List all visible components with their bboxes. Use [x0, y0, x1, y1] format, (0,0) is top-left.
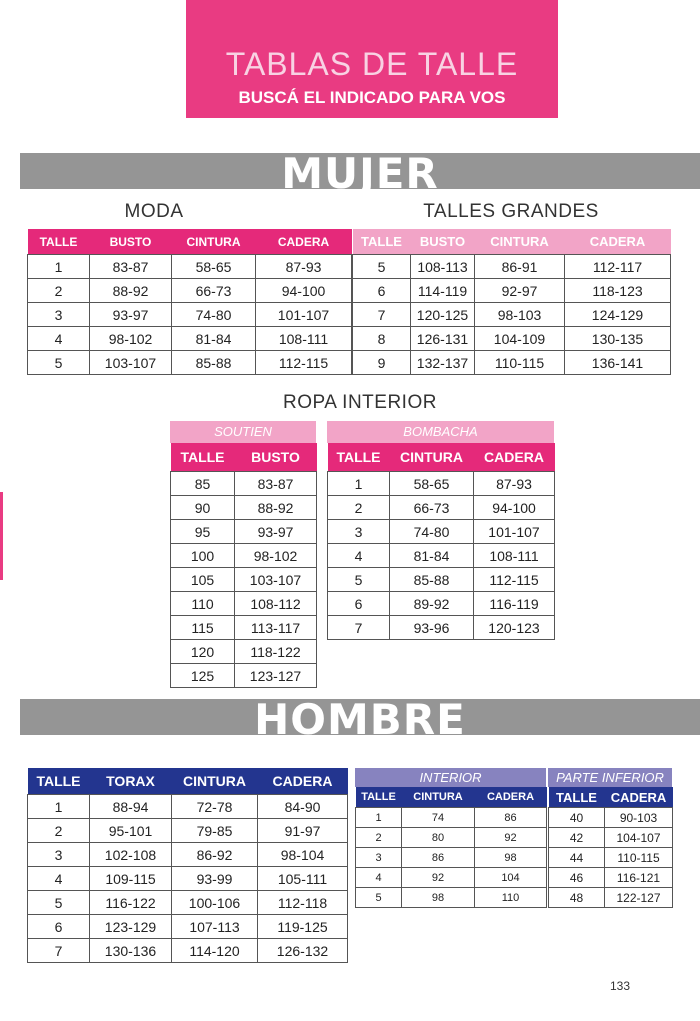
table-header-row — [328, 443, 555, 472]
column-header: TALLE — [356, 787, 402, 808]
table-cell: 101-107 — [256, 303, 352, 327]
table-cell: 92 — [475, 828, 547, 848]
column-header: CINTURA — [390, 443, 474, 472]
column-header: CINTURA — [172, 768, 258, 795]
table-row — [353, 327, 671, 351]
header-banner — [186, 0, 558, 118]
table-row — [28, 819, 348, 843]
table-cell: 116-122 — [90, 891, 172, 915]
page-number: 133 — [609, 979, 630, 993]
parte-inferior-caption: PARTE INFERIOR — [548, 768, 672, 787]
table-cell: 100 — [171, 544, 235, 568]
table-cell: 132-137 — [411, 351, 475, 375]
table-cell: 7 — [328, 616, 390, 640]
table-cell: 85 — [171, 472, 235, 496]
table-cell: 83-87 — [235, 472, 317, 496]
table-cell: 109-115 — [90, 867, 172, 891]
table-row — [549, 868, 673, 888]
table-row — [328, 496, 555, 520]
table-cell: 90 — [171, 496, 235, 520]
table-cell: 87-93 — [474, 472, 555, 496]
column-header: CINTURA — [172, 229, 256, 255]
table-cell: 119-125 — [258, 915, 348, 939]
table-cell: 90-103 — [605, 808, 673, 828]
table-cell: 112-115 — [256, 351, 352, 375]
table-cell: 103-107 — [235, 568, 317, 592]
table-cell: 5 — [28, 891, 90, 915]
table-cell: 1 — [28, 795, 90, 819]
column-header: TORAX — [90, 768, 172, 795]
table-cell: 101-107 — [474, 520, 555, 544]
column-header: TALLE — [353, 229, 411, 255]
table-cell: 104-107 — [605, 828, 673, 848]
table-cell: 98 — [402, 888, 475, 908]
table-cell: 7 — [28, 939, 90, 963]
table-cell: 4 — [28, 327, 90, 351]
table-header-row — [353, 229, 671, 255]
table-row — [171, 616, 317, 640]
table-row — [28, 843, 348, 867]
table-cell: 81-84 — [172, 327, 256, 351]
column-header: CADERA — [475, 787, 547, 808]
table-cell: 4 — [28, 867, 90, 891]
table-row — [328, 616, 555, 640]
table-cell: 40 — [549, 808, 605, 828]
table-cell: 3 — [28, 843, 90, 867]
table-cell: 74-80 — [172, 303, 256, 327]
table-cell: 107-113 — [172, 915, 258, 939]
table-row — [356, 868, 547, 888]
table-row — [28, 279, 352, 303]
table-row — [28, 939, 348, 963]
talles-grandes-label: TALLES GRANDES — [423, 201, 599, 222]
column-header: CINTURA — [475, 229, 565, 255]
table-cell: 48 — [549, 888, 605, 908]
table-cell: 9 — [353, 351, 411, 375]
table-row — [328, 544, 555, 568]
table-cell: 104 — [475, 868, 547, 888]
table-cell: 93-97 — [235, 520, 317, 544]
table-cell: 110-115 — [605, 848, 673, 868]
table-row — [549, 848, 673, 868]
table-cell: 136-141 — [565, 351, 671, 375]
table-header-row — [171, 443, 317, 472]
table-cell: 3 — [328, 520, 390, 544]
table-cell: 74-80 — [390, 520, 474, 544]
table-cell: 86 — [402, 848, 475, 868]
table-cell: 95-101 — [90, 819, 172, 843]
table-cell: 118-122 — [235, 640, 317, 664]
table-cell: 5 — [328, 568, 390, 592]
hombre-section-band — [20, 695, 700, 744]
table-cell: 94-100 — [256, 279, 352, 303]
column-header: CADERA — [474, 443, 555, 472]
column-header: TALLE — [549, 787, 605, 808]
table-row — [171, 664, 317, 688]
column-header: CADERA — [256, 229, 352, 255]
column-header: BUSTO — [235, 443, 317, 472]
table-row — [171, 520, 317, 544]
table-cell: 2 — [328, 496, 390, 520]
table-cell: 112-115 — [474, 568, 555, 592]
table-row — [328, 472, 555, 496]
table-row — [353, 255, 671, 279]
table-row — [171, 640, 317, 664]
table-row — [328, 592, 555, 616]
table-cell: 93-97 — [90, 303, 172, 327]
table-cell: 98-102 — [90, 327, 172, 351]
column-header: BUSTO — [90, 229, 172, 255]
table-row — [28, 867, 348, 891]
table-row — [356, 888, 547, 908]
table-cell: 6 — [353, 279, 411, 303]
page-title: TABLAS DE TALLE — [225, 46, 519, 82]
table-cell: 3 — [28, 303, 90, 327]
table-cell: 125 — [171, 664, 235, 688]
table-row — [171, 568, 317, 592]
table-cell: 120-125 — [411, 303, 475, 327]
table-cell: 115 — [171, 616, 235, 640]
table-row — [353, 351, 671, 375]
table-cell: 98-103 — [475, 303, 565, 327]
table-cell: 103-107 — [90, 351, 172, 375]
table-cell: 3 — [356, 848, 402, 868]
column-header: TALLE — [28, 229, 90, 255]
table-row — [356, 848, 547, 868]
column-header: CADERA — [565, 229, 671, 255]
table-row — [171, 592, 317, 616]
table-cell: 122-127 — [605, 888, 673, 908]
table-cell: 86-91 — [475, 255, 565, 279]
table-cell: 118-123 — [565, 279, 671, 303]
table-row — [328, 568, 555, 592]
table-cell: 114-119 — [411, 279, 475, 303]
table-cell: 5 — [28, 351, 90, 375]
table-cell: 93-96 — [390, 616, 474, 640]
table-cell: 66-73 — [172, 279, 256, 303]
talles-grandes-table — [352, 229, 671, 375]
table-header-row — [28, 229, 352, 255]
column-header: BUSTO — [411, 229, 475, 255]
ropa-interior-label: ROPA INTERIOR — [283, 392, 437, 413]
table-cell: 124-129 — [565, 303, 671, 327]
table-header-row — [356, 787, 547, 808]
table-cell: 81-84 — [390, 544, 474, 568]
column-header: TALLE — [28, 768, 90, 795]
column-header: CINTURA — [402, 787, 475, 808]
table-cell: 105 — [171, 568, 235, 592]
table-cell: 98-102 — [235, 544, 317, 568]
bombacha-block — [327, 421, 554, 640]
column-header: TALLE — [328, 443, 390, 472]
table-row — [356, 828, 547, 848]
table-cell: 86-92 — [172, 843, 258, 867]
parte-inferior-block — [548, 768, 672, 908]
table-cell: 94-100 — [474, 496, 555, 520]
side-mark — [0, 492, 3, 580]
table-cell: 1 — [328, 472, 390, 496]
table-header-row — [549, 787, 673, 808]
table-cell: 6 — [28, 915, 90, 939]
table-row — [171, 496, 317, 520]
table-header-row — [28, 768, 348, 795]
table-row — [356, 808, 547, 828]
table-cell: 92 — [402, 868, 475, 888]
table-cell: 108-113 — [411, 255, 475, 279]
table-cell: 123-129 — [90, 915, 172, 939]
table-cell: 102-108 — [90, 843, 172, 867]
mujer-title: MUJER — [281, 149, 439, 198]
table-cell: 87-93 — [256, 255, 352, 279]
table-cell: 116-119 — [474, 592, 555, 616]
table-cell: 89-92 — [390, 592, 474, 616]
table-cell: 108-111 — [256, 327, 352, 351]
soutien-block — [170, 421, 316, 688]
table-cell: 123-127 — [235, 664, 317, 688]
column-header: TALLE — [171, 443, 235, 472]
table-row — [353, 303, 671, 327]
table-cell: 114-120 — [172, 939, 258, 963]
table-row — [549, 828, 673, 848]
table-cell: 2 — [28, 279, 90, 303]
table-cell: 83-87 — [90, 255, 172, 279]
table-cell: 80 — [402, 828, 475, 848]
table-row — [328, 520, 555, 544]
table-row — [28, 351, 352, 375]
table-cell: 58-65 — [172, 255, 256, 279]
table-cell: 91-97 — [258, 819, 348, 843]
page-subtitle: BUSCÁ EL INDICADO PARA VOS — [238, 88, 506, 107]
table-cell: 5 — [356, 888, 402, 908]
table-cell: 93-99 — [172, 867, 258, 891]
column-header: CADERA — [605, 787, 673, 808]
table-row — [28, 255, 352, 279]
table-cell: 4 — [356, 868, 402, 888]
table-row — [171, 472, 317, 496]
interior-block — [355, 768, 546, 908]
table-row — [28, 795, 348, 819]
table-cell: 95 — [171, 520, 235, 544]
table-cell: 110-115 — [475, 351, 565, 375]
table-cell: 88-94 — [90, 795, 172, 819]
table-cell: 6 — [328, 592, 390, 616]
table-cell: 84-90 — [258, 795, 348, 819]
table-cell: 104-109 — [475, 327, 565, 351]
table-cell: 88-92 — [235, 496, 317, 520]
table-cell: 7 — [353, 303, 411, 327]
table-cell: 85-88 — [390, 568, 474, 592]
table-row — [28, 327, 352, 351]
table-cell: 85-88 — [172, 351, 256, 375]
table-cell: 120 — [171, 640, 235, 664]
table-cell: 116-121 — [605, 868, 673, 888]
table-cell: 130-136 — [90, 939, 172, 963]
table-cell: 74 — [402, 808, 475, 828]
table-row — [171, 544, 317, 568]
table-cell: 5 — [353, 255, 411, 279]
table-cell: 88-92 — [90, 279, 172, 303]
table-cell: 126-131 — [411, 327, 475, 351]
table-row — [549, 808, 673, 828]
table-cell: 86 — [475, 808, 547, 828]
table-cell: 108-112 — [235, 592, 317, 616]
table-cell: 46 — [549, 868, 605, 888]
table-cell: 110 — [171, 592, 235, 616]
table-cell: 44 — [549, 848, 605, 868]
table-cell: 66-73 — [390, 496, 474, 520]
table-row — [353, 279, 671, 303]
table-cell: 92-97 — [475, 279, 565, 303]
table-row — [28, 303, 352, 327]
table-cell: 120-123 — [474, 616, 555, 640]
table-cell: 2 — [356, 828, 402, 848]
table-cell: 100-106 — [172, 891, 258, 915]
table-cell: 110 — [475, 888, 547, 908]
table-row — [28, 915, 348, 939]
mujer-section-band — [20, 149, 700, 198]
table-cell: 126-132 — [258, 939, 348, 963]
table-cell: 58-65 — [390, 472, 474, 496]
table-cell: 72-78 — [172, 795, 258, 819]
table-cell: 108-111 — [474, 544, 555, 568]
table-cell: 112-117 — [565, 255, 671, 279]
interior-caption: INTERIOR — [355, 768, 546, 787]
table-cell: 1 — [28, 255, 90, 279]
table-cell: 79-85 — [172, 819, 258, 843]
table-cell: 130-135 — [565, 327, 671, 351]
bombacha-caption: BOMBACHA — [327, 421, 554, 443]
table-cell: 2 — [28, 819, 90, 843]
table-cell: 98 — [475, 848, 547, 868]
table-cell: 42 — [549, 828, 605, 848]
table-cell: 105-111 — [258, 867, 348, 891]
table-cell: 1 — [356, 808, 402, 828]
table-cell: 4 — [328, 544, 390, 568]
moda-table — [27, 229, 352, 375]
hombre-main-table — [27, 768, 348, 963]
table-cell: 98-104 — [258, 843, 348, 867]
soutien-caption: SOUTIEN — [170, 421, 316, 443]
table-cell: 113-117 — [235, 616, 317, 640]
table-cell: 112-118 — [258, 891, 348, 915]
hombre-title: HOMBRE — [254, 695, 466, 744]
table-row — [28, 891, 348, 915]
column-header: CADERA — [258, 768, 348, 795]
table-row — [549, 888, 673, 908]
moda-label: MODA — [124, 201, 184, 222]
table-cell: 8 — [353, 327, 411, 351]
